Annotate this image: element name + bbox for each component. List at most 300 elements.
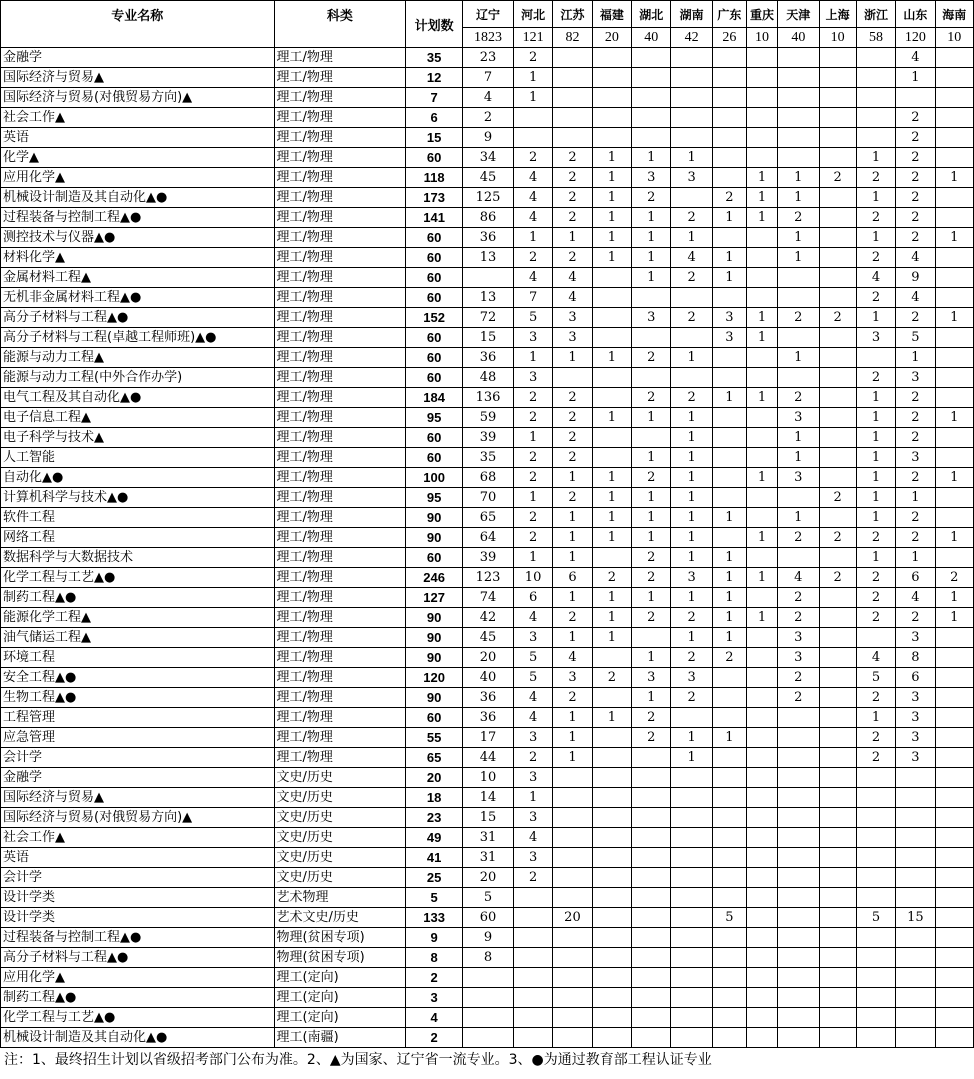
plan-count: 173 [406, 188, 463, 208]
category: 理工(南疆) [274, 1028, 406, 1048]
province-count: 2 [896, 128, 935, 148]
major-name: 社会工作▲ [1, 108, 275, 128]
category: 理工/物理 [274, 288, 406, 308]
province-count [712, 868, 746, 888]
province-count [747, 128, 778, 148]
province-count [592, 828, 631, 848]
province-count [856, 988, 895, 1008]
table-row [1, 448, 974, 468]
province-count [778, 108, 819, 128]
category: 理工/物理 [274, 128, 406, 148]
major-name: 数据科学与大数据技术 [1, 548, 275, 568]
category: 理工/物理 [274, 608, 406, 628]
plan-count: 25 [406, 868, 463, 888]
major-name: 化学▲ [1, 148, 275, 168]
province-count: 1 [553, 728, 592, 748]
province-count: 5 [856, 668, 895, 688]
province-count: 3 [712, 308, 746, 328]
province-count [632, 288, 671, 308]
province-count [553, 988, 592, 1008]
province-count: 1 [778, 188, 819, 208]
province-count [819, 848, 856, 868]
province-count: 15 [896, 908, 935, 928]
province-count [935, 848, 973, 868]
province-count: 3 [553, 328, 592, 348]
province-count: 17 [463, 728, 514, 748]
province-count [896, 808, 935, 828]
major-name: 自动化▲● [1, 468, 275, 488]
province-count [935, 668, 973, 688]
province-count: 1 [592, 248, 631, 268]
province-count: 1 [671, 408, 712, 428]
category: 文史/历史 [274, 828, 406, 848]
footnote: 注：1、最终招生计划以省级招考部门公布为准。2、▲为国家、辽宁省一流专业。3、●为通过教育部工程认证专业 [4, 1052, 712, 1068]
province-count: 1 [553, 468, 592, 488]
category: 理工/物理 [274, 348, 406, 368]
province-count: 4 [671, 248, 712, 268]
plan-count: 60 [406, 348, 463, 368]
major-name: 英语 [1, 128, 275, 148]
province-count [778, 788, 819, 808]
col-header-province: 福建 [592, 1, 631, 28]
province-count: 45 [463, 168, 514, 188]
province-total: 40 [778, 28, 819, 48]
province-count: 1 [935, 608, 973, 628]
province-count [671, 128, 712, 148]
province-count [778, 708, 819, 728]
province-count: 10 [463, 768, 514, 788]
province-count [935, 1028, 973, 1048]
province-count [778, 1008, 819, 1028]
province-count: 1 [513, 488, 552, 508]
province-count [935, 648, 973, 668]
category: 理工/物理 [274, 88, 406, 108]
province-count [747, 648, 778, 668]
province-count: 1 [778, 228, 819, 248]
province-count [592, 128, 631, 148]
province-count: 1 [856, 548, 895, 568]
table-row [1, 888, 974, 908]
province-count [747, 68, 778, 88]
province-count: 2 [513, 448, 552, 468]
province-count: 1 [513, 548, 552, 568]
plan-count: 60 [406, 548, 463, 568]
province-count [712, 1028, 746, 1048]
province-count [778, 748, 819, 768]
province-count [712, 368, 746, 388]
major-name: 化学工程与工艺▲● [1, 568, 275, 588]
province-count: 2 [856, 728, 895, 748]
table-row [1, 508, 974, 528]
province-count [592, 988, 631, 1008]
province-count: 1 [671, 428, 712, 448]
province-count [778, 968, 819, 988]
province-count [819, 708, 856, 728]
province-count: 2 [896, 168, 935, 188]
province-count [935, 288, 973, 308]
province-count: 1 [747, 468, 778, 488]
province-count [819, 548, 856, 568]
province-count: 2 [856, 568, 895, 588]
province-count: 4 [513, 188, 552, 208]
table-row [1, 48, 974, 68]
category: 理工/物理 [274, 628, 406, 648]
province-count [896, 968, 935, 988]
province-count [513, 1028, 552, 1048]
province-count [819, 328, 856, 348]
province-count: 1 [671, 728, 712, 748]
province-count [935, 148, 973, 168]
province-count: 2 [553, 208, 592, 228]
category: 理工/物理 [274, 248, 406, 268]
province-count: 1 [592, 188, 631, 208]
province-count: 4 [513, 828, 552, 848]
category: 文史/历史 [274, 768, 406, 788]
province-count: 35 [463, 448, 514, 468]
plan-count: 60 [406, 368, 463, 388]
province-count: 1 [856, 448, 895, 468]
province-count: 1 [592, 348, 631, 368]
province-count [747, 88, 778, 108]
plan-count: 55 [406, 728, 463, 748]
province-count: 1 [671, 488, 712, 508]
province-count [592, 68, 631, 88]
province-count [632, 888, 671, 908]
province-count [712, 228, 746, 248]
category: 理工/物理 [274, 228, 406, 248]
province-count [632, 928, 671, 948]
province-count: 1 [671, 508, 712, 528]
category: 艺术物理 [274, 888, 406, 908]
province-count [671, 848, 712, 868]
province-count: 2 [671, 388, 712, 408]
province-count [935, 628, 973, 648]
province-count: 2 [778, 608, 819, 628]
province-count [819, 368, 856, 388]
category: 理工/物理 [274, 68, 406, 88]
province-count [553, 968, 592, 988]
province-count [671, 1008, 712, 1028]
table-body [1, 48, 974, 1048]
province-count: 45 [463, 628, 514, 648]
province-total: 120 [896, 28, 935, 48]
category: 理工/物理 [274, 268, 406, 288]
province-count [592, 968, 631, 988]
major-name: 电气工程及其自动化▲● [1, 388, 275, 408]
province-count [553, 1028, 592, 1048]
province-count [819, 108, 856, 128]
province-count [935, 388, 973, 408]
plan-count: 120 [406, 668, 463, 688]
province-count [712, 148, 746, 168]
province-count [778, 868, 819, 888]
major-name: 设计学类 [1, 908, 275, 928]
province-count: 1 [513, 68, 552, 88]
province-count [819, 1028, 856, 1048]
province-count: 1 [513, 88, 552, 108]
province-count [553, 68, 592, 88]
province-count [592, 788, 631, 808]
province-count [513, 108, 552, 128]
province-count [856, 88, 895, 108]
province-count: 1 [712, 608, 746, 628]
province-count: 1 [896, 548, 935, 568]
province-count: 65 [463, 508, 514, 528]
province-count [632, 788, 671, 808]
province-count: 1 [856, 388, 895, 408]
major-name: 应急管理 [1, 728, 275, 748]
province-count [592, 88, 631, 108]
province-count [896, 928, 935, 948]
province-count [747, 948, 778, 968]
province-count [778, 728, 819, 748]
province-count [592, 268, 631, 288]
major-name: 能源与动力工程(中外合作办学) [1, 368, 275, 388]
province-count: 1 [856, 708, 895, 728]
plan-count: 90 [406, 688, 463, 708]
category: 理工/物理 [274, 48, 406, 68]
province-count [778, 548, 819, 568]
province-count: 1 [747, 188, 778, 208]
province-count: 36 [463, 228, 514, 248]
province-count [747, 368, 778, 388]
province-count: 7 [513, 288, 552, 308]
plan-count: 7 [406, 88, 463, 108]
province-count [712, 708, 746, 728]
province-count: 1 [747, 308, 778, 328]
province-count [856, 928, 895, 948]
province-count [671, 808, 712, 828]
province-count: 1 [592, 628, 631, 648]
category: 理工/物理 [274, 748, 406, 768]
province-count [778, 848, 819, 868]
province-count: 42 [463, 608, 514, 628]
plan-count: 133 [406, 908, 463, 928]
province-count [592, 908, 631, 928]
province-count: 2 [513, 388, 552, 408]
plan-count: 65 [406, 748, 463, 768]
province-count: 1 [778, 428, 819, 448]
province-count: 2 [553, 428, 592, 448]
province-count [747, 488, 778, 508]
table-row [1, 588, 974, 608]
province-count [935, 728, 973, 748]
province-count [632, 628, 671, 648]
plan-count: 60 [406, 328, 463, 348]
province-count [747, 248, 778, 268]
table-row [1, 528, 974, 548]
table-row [1, 648, 974, 668]
province-count: 2 [819, 168, 856, 188]
plan-count: 4 [406, 1008, 463, 1028]
province-count: 1 [856, 468, 895, 488]
major-name: 油气储运工程▲ [1, 628, 275, 648]
province-count: 2 [778, 528, 819, 548]
plan-count: 41 [406, 848, 463, 868]
plan-count: 60 [406, 248, 463, 268]
col-header-province: 重庆 [747, 1, 778, 28]
province-count: 2 [712, 188, 746, 208]
province-count: 1 [856, 228, 895, 248]
province-count: 1 [671, 468, 712, 488]
province-count [819, 48, 856, 68]
province-count: 1 [632, 488, 671, 508]
province-count: 2 [856, 208, 895, 228]
province-count [819, 808, 856, 828]
province-count [819, 188, 856, 208]
province-count: 1 [513, 788, 552, 808]
province-count: 1 [592, 508, 631, 528]
province-count: 1 [856, 408, 895, 428]
category: 物理(贫困专项) [274, 948, 406, 968]
province-count: 2 [632, 568, 671, 588]
plan-count: 2 [406, 968, 463, 988]
province-count: 1 [712, 628, 746, 648]
province-count: 2 [553, 248, 592, 268]
province-count [935, 248, 973, 268]
province-count: 2 [632, 348, 671, 368]
province-count [712, 468, 746, 488]
province-count: 2 [632, 548, 671, 568]
province-count [747, 1028, 778, 1048]
province-count [747, 768, 778, 788]
province-count: 5 [463, 888, 514, 908]
province-count [747, 688, 778, 708]
province-count: 2 [553, 188, 592, 208]
province-count [632, 1028, 671, 1048]
province-count: 3 [896, 628, 935, 648]
province-count [747, 1008, 778, 1028]
province-count: 1 [553, 528, 592, 548]
province-count [632, 328, 671, 348]
province-count [592, 1028, 631, 1048]
province-count [712, 528, 746, 548]
col-header-province: 湖北 [632, 1, 671, 28]
province-count: 1 [632, 588, 671, 608]
province-count [935, 268, 973, 288]
province-count [896, 1028, 935, 1048]
province-count: 1 [778, 448, 819, 468]
province-count [712, 1008, 746, 1028]
province-count: 2 [819, 488, 856, 508]
table-row [1, 1028, 974, 1048]
province-count [712, 88, 746, 108]
province-count: 1 [747, 388, 778, 408]
province-count [896, 788, 935, 808]
province-count: 3 [632, 668, 671, 688]
province-count [553, 888, 592, 908]
province-count: 1 [592, 408, 631, 428]
province-count [513, 128, 552, 148]
province-count [896, 828, 935, 848]
table-row [1, 328, 974, 348]
major-name: 过程装备与控制工程▲● [1, 208, 275, 228]
province-count: 2 [896, 608, 935, 628]
major-name: 网络工程 [1, 528, 275, 548]
province-count: 3 [513, 628, 552, 648]
province-count: 1 [592, 608, 631, 628]
province-count [592, 748, 631, 768]
province-count: 2 [553, 608, 592, 628]
table-row [1, 208, 974, 228]
province-count [778, 48, 819, 68]
province-count: 1 [856, 148, 895, 168]
province-total: 10 [819, 28, 856, 48]
province-count [712, 968, 746, 988]
province-count: 3 [671, 668, 712, 688]
province-count: 3 [778, 468, 819, 488]
province-count: 1 [712, 388, 746, 408]
province-count [935, 868, 973, 888]
category: 理工/物理 [274, 488, 406, 508]
province-count [632, 368, 671, 388]
table-row [1, 388, 974, 408]
col-header-plan: 计划数 [406, 1, 463, 48]
province-count [592, 688, 631, 708]
col-header-province: 上海 [819, 1, 856, 28]
province-count [935, 128, 973, 148]
table-row [1, 188, 974, 208]
province-count: 3 [896, 688, 935, 708]
table-row [1, 708, 974, 728]
province-count [712, 688, 746, 708]
province-count: 1 [671, 748, 712, 768]
province-count [671, 788, 712, 808]
province-count [747, 48, 778, 68]
category: 理工/物理 [274, 648, 406, 668]
province-count: 3 [513, 768, 552, 788]
province-count [463, 988, 514, 1008]
province-count: 1 [592, 528, 631, 548]
province-count: 1 [553, 588, 592, 608]
province-count [856, 948, 895, 968]
province-count [819, 748, 856, 768]
province-count: 3 [896, 448, 935, 468]
province-count [819, 688, 856, 708]
province-count [778, 1028, 819, 1048]
table-row [1, 368, 974, 388]
province-count [856, 968, 895, 988]
category: 理工/物理 [274, 388, 406, 408]
province-count: 40 [463, 668, 514, 688]
province-count [463, 268, 514, 288]
province-count: 2 [463, 108, 514, 128]
province-count: 4 [553, 268, 592, 288]
province-count: 1 [632, 528, 671, 548]
province-count [632, 1008, 671, 1028]
table-row [1, 668, 974, 688]
col-header-name: 专业名称 [1, 1, 275, 48]
province-count [819, 468, 856, 488]
province-count: 1 [592, 168, 631, 188]
province-count: 2 [819, 308, 856, 328]
province-count [778, 988, 819, 1008]
province-count [747, 928, 778, 948]
province-count [778, 888, 819, 908]
province-count: 2 [896, 508, 935, 528]
province-count: 36 [463, 688, 514, 708]
province-count: 14 [463, 788, 514, 808]
province-count [778, 488, 819, 508]
province-count: 2 [896, 468, 935, 488]
province-count: 9 [896, 268, 935, 288]
table-row [1, 928, 974, 948]
category: 理工/物理 [274, 408, 406, 428]
province-count: 9 [463, 928, 514, 948]
province-count: 1 [513, 228, 552, 248]
province-count [778, 808, 819, 828]
province-count [747, 548, 778, 568]
